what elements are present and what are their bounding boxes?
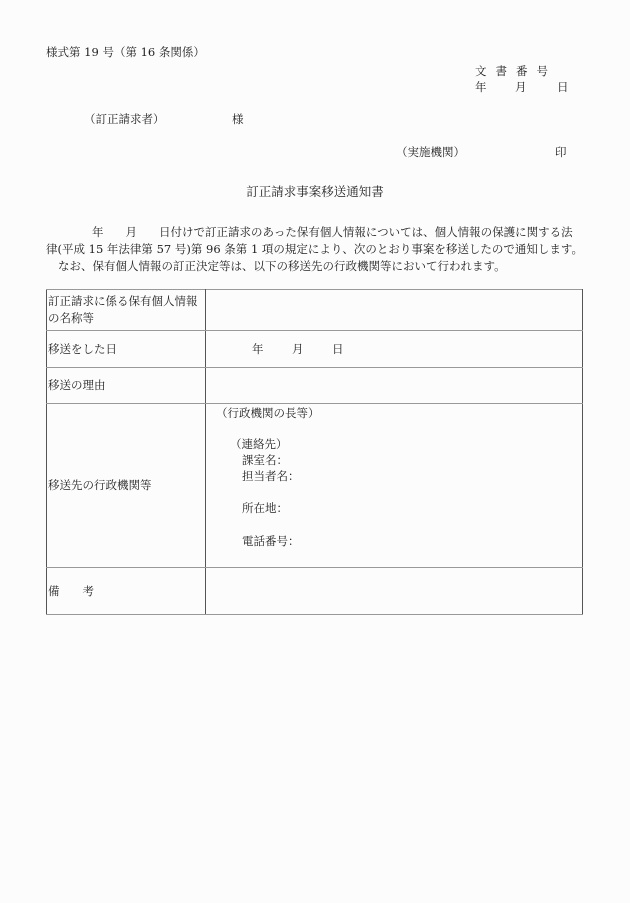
- header-date: [475, 82, 569, 94]
- header-date-year: 年: [475, 80, 487, 94]
- value-destination-agency: [206, 404, 583, 568]
- table-row: [47, 290, 583, 331]
- header-date-day: 日: [557, 80, 569, 94]
- value-transfer-reason: [206, 368, 583, 404]
- document-title: 訂正請求事案移送通知書: [246, 184, 384, 199]
- body-line-2: 律(平成 15 年法律第 57 号)第 96 条第 1 項の規定により、次のとおり事案を移送したので通知します。: [46, 242, 584, 256]
- seal-label: 印: [555, 145, 567, 159]
- section-label: 課室名：: [242, 453, 288, 467]
- label-transfer-date: 移送をした日: [47, 331, 206, 368]
- honorific-sama: 様: [232, 112, 244, 126]
- agency-label: （実施機関）: [396, 145, 465, 159]
- body-year: 年: [92, 225, 104, 239]
- document-number-label: 文書番号: [475, 64, 557, 78]
- value-personal-info-name: [206, 290, 583, 331]
- body-month: 月: [125, 225, 137, 239]
- table-row: [47, 404, 583, 568]
- requester-label: （訂正請求者）: [84, 112, 165, 126]
- label-destination-agency: 移送先の行政機関等: [47, 404, 206, 568]
- transfer-date-day: 日: [332, 341, 344, 356]
- table-row: [47, 331, 583, 368]
- body-line-3: なお、保有個人情報の訂正決定等は、以下の移送先の行政機関等において行われます。: [58, 259, 506, 273]
- transfer-date-month: 月: [292, 341, 304, 356]
- value-transfer-date: [206, 331, 583, 368]
- header-date-month: 月: [515, 80, 527, 94]
- value-remarks: [206, 568, 583, 615]
- person-label: 担当者名：: [242, 469, 300, 483]
- phone-label: 電話番号：: [242, 534, 300, 548]
- body-text: [46, 224, 586, 275]
- label-personal-info-name: 訂正請求に係る保有個人情報の名称等: [47, 290, 206, 331]
- body-line-1: [46, 224, 586, 241]
- label-transfer-reason: 移送の理由: [47, 368, 206, 404]
- label-remarks: 備 考: [47, 568, 206, 615]
- table-row: [47, 568, 583, 615]
- body-line-1-text: 日付けで訂正請求のあった保有個人情報については、個人情報の保護に関する法: [159, 225, 573, 239]
- transfer-date-year: 年: [252, 341, 264, 356]
- form-number: 様式第 19 号（第 16 条関係）: [46, 45, 205, 59]
- contact-label: （連絡先）: [230, 437, 288, 451]
- agency-head-label: （行政機関の長等）: [216, 406, 320, 420]
- table-row: [47, 368, 583, 404]
- transfer-details-table: [46, 289, 583, 615]
- address-label: 所在地：: [242, 501, 288, 515]
